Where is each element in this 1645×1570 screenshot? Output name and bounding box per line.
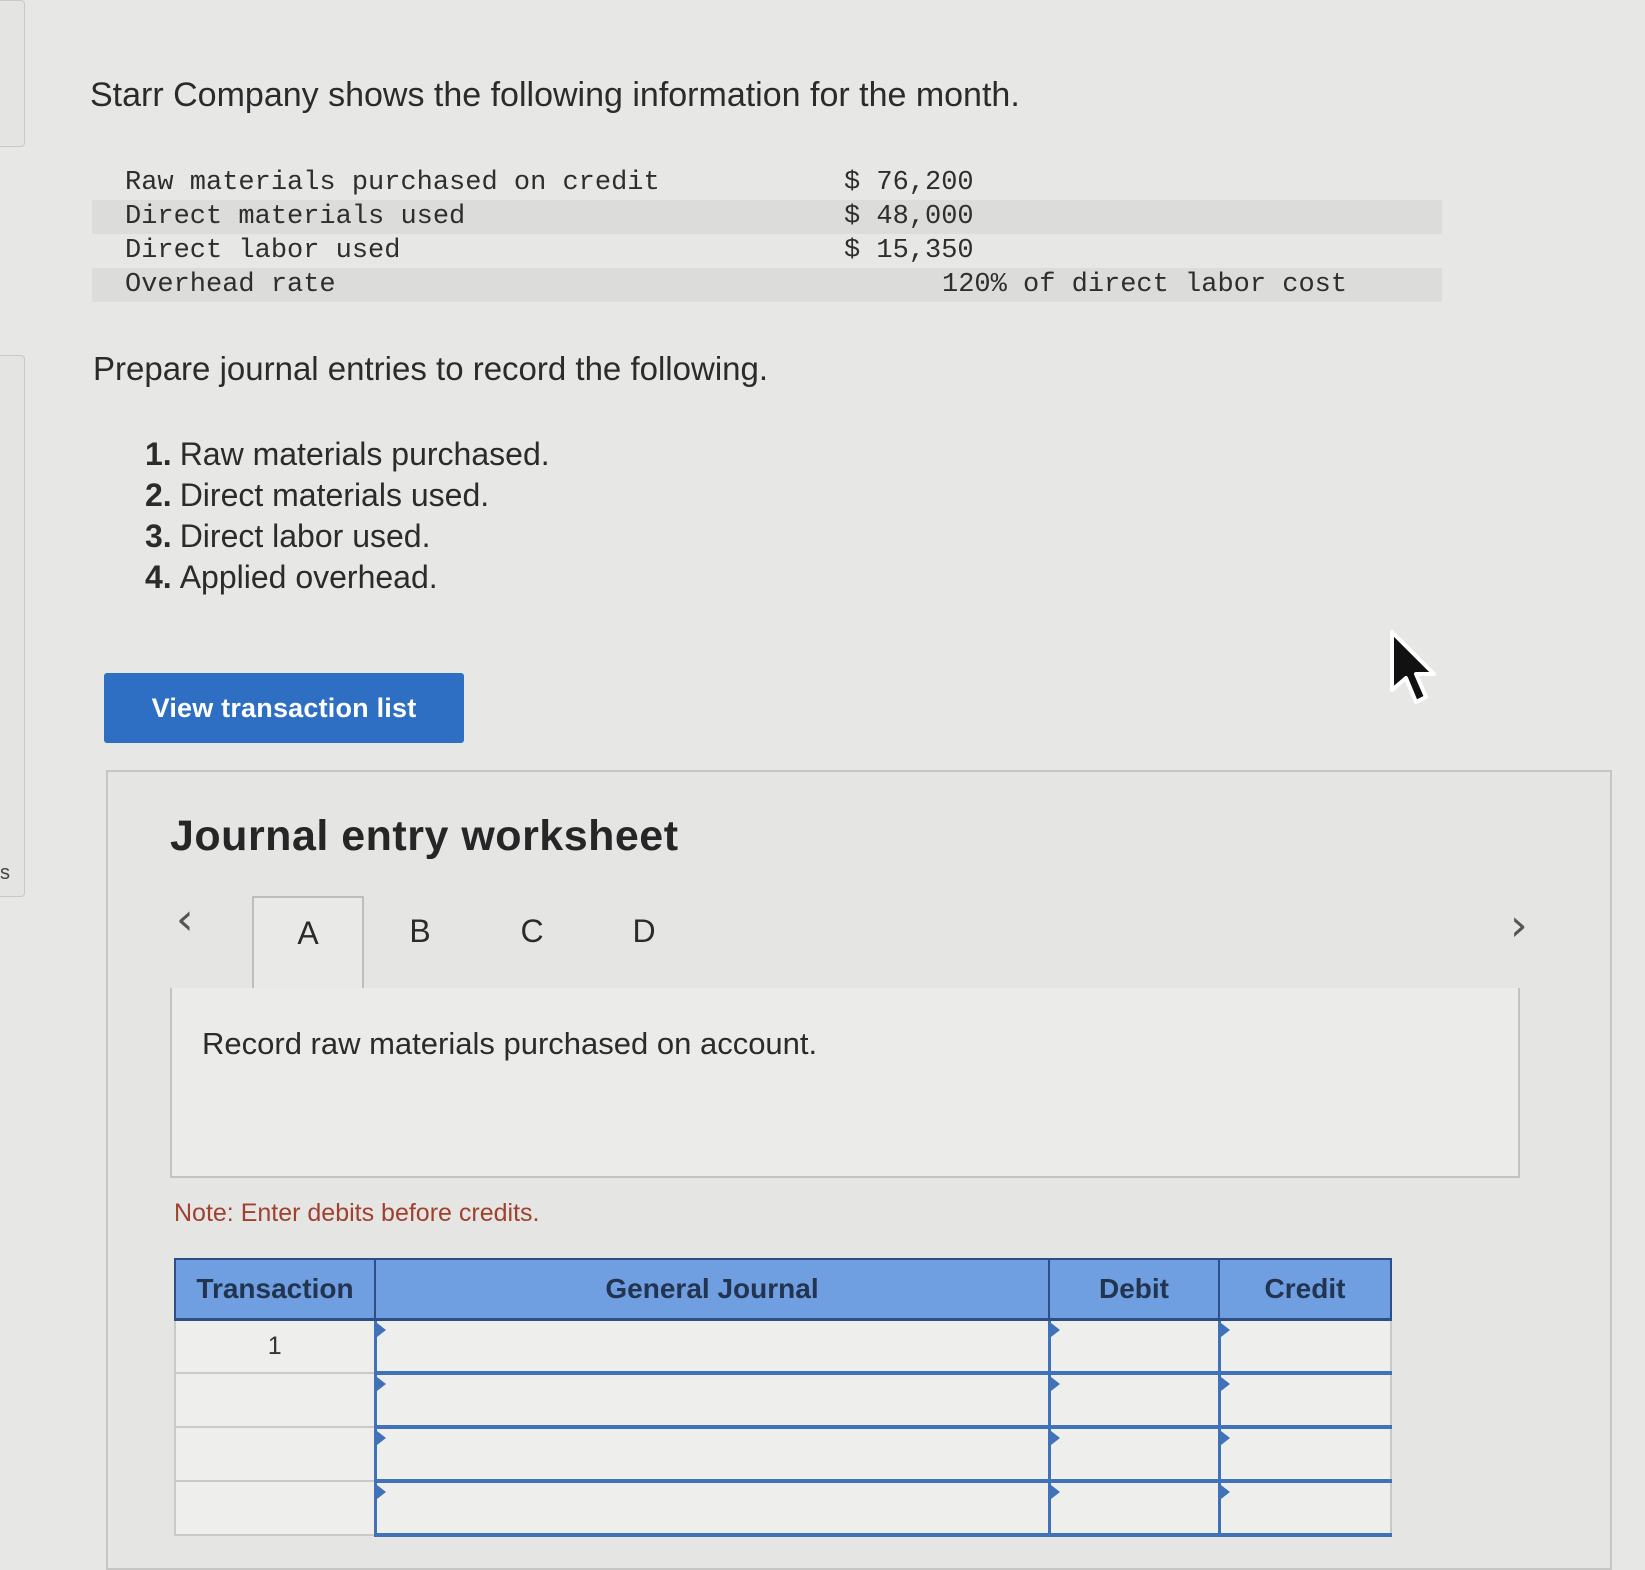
debit-input[interactable] — [1052, 1430, 1217, 1478]
mouse-cursor-icon — [1388, 630, 1448, 710]
step-text: Applied overhead. — [179, 559, 438, 595]
prompt-text: Prepare journal entries to record the following. — [93, 350, 769, 387]
credit-cell[interactable] — [1219, 1427, 1391, 1481]
credit-input[interactable] — [1222, 1484, 1390, 1532]
header-debit: Debit — [1049, 1259, 1219, 1320]
info-label: Raw materials purchased on credit — [125, 168, 660, 198]
info-value: 120% of direct labor cost — [942, 270, 1348, 300]
account-cell[interactable] — [375, 1427, 1049, 1481]
header-credit: Credit — [1219, 1259, 1391, 1320]
table-row — [175, 1373, 1391, 1427]
instruction-text: Record raw materials purchased on account. — [202, 1026, 818, 1061]
debit-cell[interactable] — [1049, 1320, 1219, 1374]
credit-cell[interactable] — [1219, 1373, 1391, 1427]
steps-list — [145, 434, 550, 598]
step-number: 3. — [145, 518, 172, 554]
debit-input[interactable] — [1052, 1376, 1217, 1424]
account-cell[interactable] — [375, 1481, 1049, 1535]
credit-input[interactable] — [1222, 1322, 1390, 1370]
intro-text: Starr Company shows the following information for the month. — [90, 76, 1020, 114]
credit-input[interactable] — [1222, 1376, 1390, 1424]
step-number: 1. — [145, 436, 172, 472]
step-item — [145, 516, 550, 557]
header-transaction: Transaction — [175, 1259, 375, 1320]
info-label: Direct labor used — [125, 236, 401, 266]
prev-arrow-icon[interactable]: ‹ — [176, 894, 194, 945]
debit-input[interactable] — [1052, 1322, 1217, 1370]
info-row — [92, 166, 1442, 200]
left-edge-tab[interactable] — [0, 0, 25, 147]
header-general-journal: General Journal — [375, 1259, 1049, 1320]
transaction-cell — [175, 1373, 375, 1427]
debit-cell[interactable] — [1049, 1427, 1219, 1481]
info-row — [92, 268, 1442, 302]
left-edge-tab[interactable] — [0, 355, 25, 897]
transaction-cell — [175, 1481, 375, 1535]
step-item — [145, 557, 550, 598]
tab-d[interactable]: D — [632, 913, 656, 949]
next-arrow-icon[interactable]: › — [1510, 900, 1528, 951]
info-row — [92, 200, 1442, 234]
step-text: Raw materials purchased. — [179, 436, 550, 472]
step-text: Direct labor used. — [179, 518, 431, 554]
info-row — [92, 234, 1442, 268]
table-row — [175, 1427, 1391, 1481]
worksheet-title: Journal entry worksheet — [170, 812, 679, 860]
view-transaction-list-button[interactable]: View transaction list — [104, 673, 464, 743]
note-text: Note: Enter debits before credits. — [174, 1199, 540, 1227]
credit-cell[interactable] — [1219, 1320, 1391, 1374]
journal-entry-worksheet — [106, 770, 1612, 1570]
info-label: Overhead rate — [125, 270, 336, 300]
account-input[interactable] — [378, 1322, 1047, 1370]
table-header-row — [175, 1259, 1391, 1320]
info-table — [92, 166, 1442, 302]
tab-b[interactable]: B — [409, 913, 431, 949]
step-item — [145, 434, 550, 475]
tab-a[interactable]: A — [252, 896, 364, 988]
account-cell[interactable] — [375, 1373, 1049, 1427]
tab-c[interactable]: C — [520, 913, 544, 949]
step-number: 4. — [145, 559, 172, 595]
step-item — [145, 475, 550, 516]
left-edge-glyph: s — [0, 862, 10, 884]
table-row — [175, 1320, 1391, 1374]
debit-cell[interactable] — [1049, 1481, 1219, 1535]
step-number: 2. — [145, 477, 172, 513]
debit-input[interactable] — [1052, 1484, 1217, 1532]
table-row — [175, 1481, 1391, 1535]
info-label: Direct materials used — [125, 202, 466, 232]
step-text: Direct materials used. — [179, 477, 490, 513]
left-edge-panel — [0, 0, 30, 1559]
credit-input[interactable] — [1222, 1430, 1390, 1478]
transaction-cell: 1 — [175, 1320, 375, 1374]
transaction-cell — [175, 1427, 375, 1481]
debit-cell[interactable] — [1049, 1373, 1219, 1427]
account-input[interactable] — [378, 1430, 1047, 1478]
account-cell[interactable] — [375, 1320, 1049, 1374]
account-input[interactable] — [378, 1376, 1047, 1424]
account-input[interactable] — [378, 1484, 1047, 1532]
instruction-panel — [170, 988, 1520, 1178]
info-value: $ 76,200 — [844, 168, 974, 198]
credit-cell[interactable] — [1219, 1481, 1391, 1535]
info-value: $ 15,350 — [844, 236, 974, 266]
general-journal-table — [174, 1258, 1392, 1537]
info-value: $ 48,000 — [844, 202, 974, 232]
